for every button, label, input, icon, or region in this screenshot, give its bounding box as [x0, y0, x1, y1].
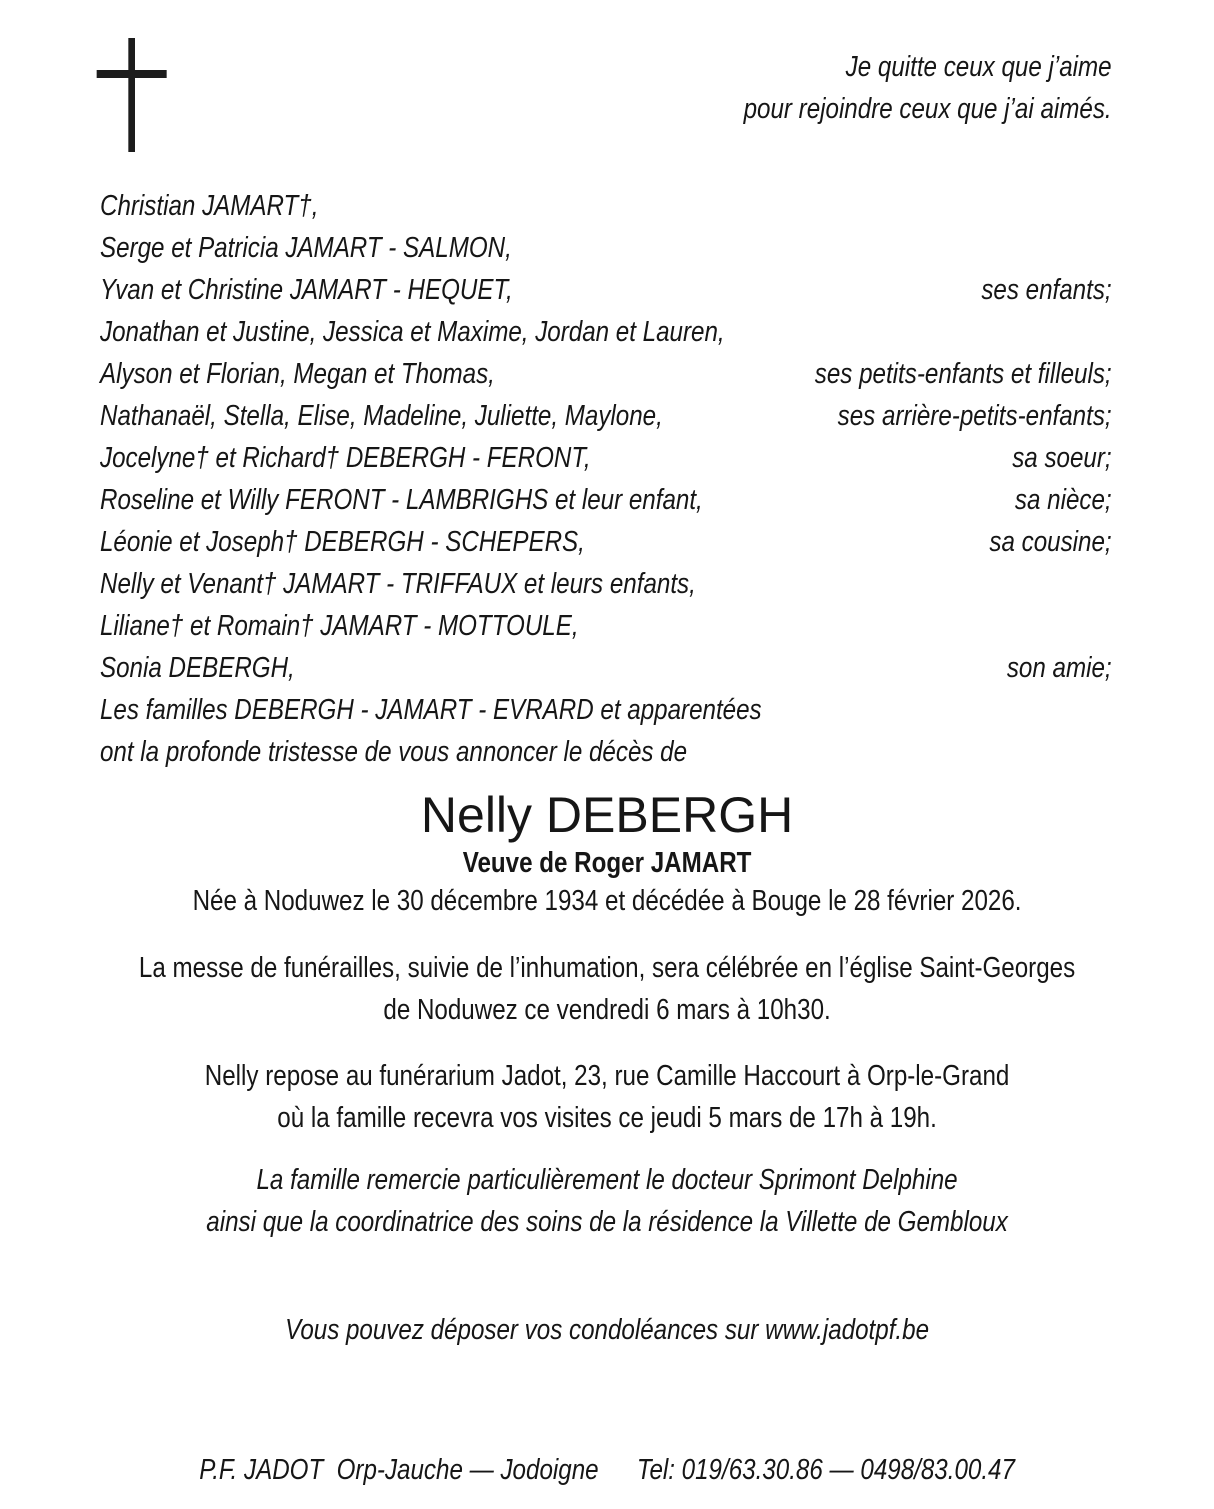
family-list-row — [100, 353, 1112, 395]
family-names: Sonia DEBERGH, — [99, 652, 295, 684]
family-relation: sa cousine; — [989, 526, 1112, 558]
ceremony-line-1: La messe de funérailles, suivie de l’inhumation, sera célébrée en l’église Saint-Georges — [138, 952, 1076, 984]
family-names: Roseline et Willy FERONT - LAMBRIGHS et leur enfant, — [99, 484, 703, 516]
family-names: Yvan et Christine JAMART - HEQUET, — [99, 274, 513, 306]
family-relation: ses petits-enfants et filleuls; — [814, 358, 1112, 390]
deceased-section — [0, 785, 1214, 921]
family-names: Nathanaël, Stella, Elise, Madeline, Juliette, Maylone, — [99, 400, 663, 432]
family-names: Serge et Patricia JAMART - SALMON, — [99, 232, 512, 264]
family-relation: son amie; — [1006, 652, 1112, 684]
family-names: Les familles DEBERGH - JAMART - EVRARD et apparentées — [99, 694, 762, 726]
family-names: Liliane† et Romain† JAMART - MOTTOULE, — [99, 610, 579, 642]
family-names: Christian JAMART†, — [99, 190, 319, 222]
funeral-home-footer — [0, 1449, 1214, 1491]
epitaph-line-1: Je quitte ceux que j’aime — [845, 51, 1112, 83]
family-list-row — [100, 605, 1112, 647]
family-names: Léonie et Joseph† DEBERGH - SCHEPERS, — [99, 526, 585, 558]
family-relation: sa nièce; — [1014, 484, 1112, 516]
family-list — [0, 185, 1214, 773]
family-relation: ses arrière-petits-enfants; — [837, 400, 1112, 432]
family-list-row — [100, 521, 1112, 563]
funeral-home-phone: Tel: 019/63.30.86 — 0498/83.00.47 — [636, 1454, 1015, 1486]
family-list-row — [100, 311, 1112, 353]
family-list-row — [100, 185, 1112, 227]
life-dates: Née à Noduwez le 30 décembre 1934 et décédée à Bouge le 28 février 2026. — [192, 885, 1022, 917]
notice-header — [0, 0, 1214, 185]
visitation-paragraph — [0, 1055, 1214, 1139]
family-names: ont la profonde tristesse de vous annoncer le décès de — [99, 736, 688, 768]
family-names: Jonathan et Justine, Jessica et Maxime, Jordan et Lauren, — [99, 316, 725, 348]
visitation-line-1: Nelly repose au funérarium Jadot, 23, rue Camille Haccourt à Orp-le-Grand — [204, 1060, 1010, 1092]
family-list-row — [100, 689, 1112, 731]
epitaph-line-2: pour rejoindre ceux que j’ai aimés. — [743, 93, 1112, 125]
family-list-row — [100, 563, 1112, 605]
cross-horizontal-bar — [97, 70, 167, 78]
family-list-row — [100, 227, 1112, 269]
funeral-home-name: P.F. JADOT Orp-Jauche — Jodoigne — [199, 1454, 599, 1486]
family-list-row — [100, 269, 1112, 311]
epitaph-quote — [0, 0, 1214, 130]
condolences-line: Vous pouvez déposer vos condoléances sur www.jadotpf.be — [285, 1314, 930, 1346]
family-list-row — [100, 479, 1112, 521]
deceased-name: Nelly DEBERGH — [420, 787, 794, 843]
cross-vertical-bar — [128, 38, 135, 152]
thanks-line-1: La famille remercie particulièrement le docteur Sprimont Delphine — [256, 1164, 958, 1196]
family-list-row — [100, 437, 1112, 479]
family-relation: sa soeur; — [1012, 442, 1112, 474]
deceased-subtitle: Veuve de Roger JAMART — [462, 847, 752, 879]
family-names: Alyson et Florian, Megan et Thomas, — [99, 358, 495, 390]
family-list-row — [100, 647, 1112, 689]
thanks-paragraph — [0, 1159, 1214, 1243]
thanks-line-2: ainsi que la coordinatrice des soins de la résidence la Villette de Gembloux — [206, 1206, 1008, 1238]
latin-cross-icon — [97, 38, 167, 152]
visitation-line-2: où la famille recevra vos visites ce jeudi 5 mars de 17h à 19h. — [277, 1102, 937, 1134]
family-names: Jocelyne† et Richard† DEBERGH - FERONT, — [99, 442, 591, 474]
family-names: Nelly et Venant† JAMART - TRIFFAUX et leurs enfants, — [99, 568, 696, 600]
family-list-row — [100, 395, 1112, 437]
family-list-row — [100, 731, 1112, 773]
ceremony-paragraph — [0, 947, 1214, 1031]
ceremony-line-2: de Noduwez ce vendredi 6 mars à 10h30. — [383, 994, 831, 1026]
family-relation: ses enfants; — [981, 274, 1112, 306]
